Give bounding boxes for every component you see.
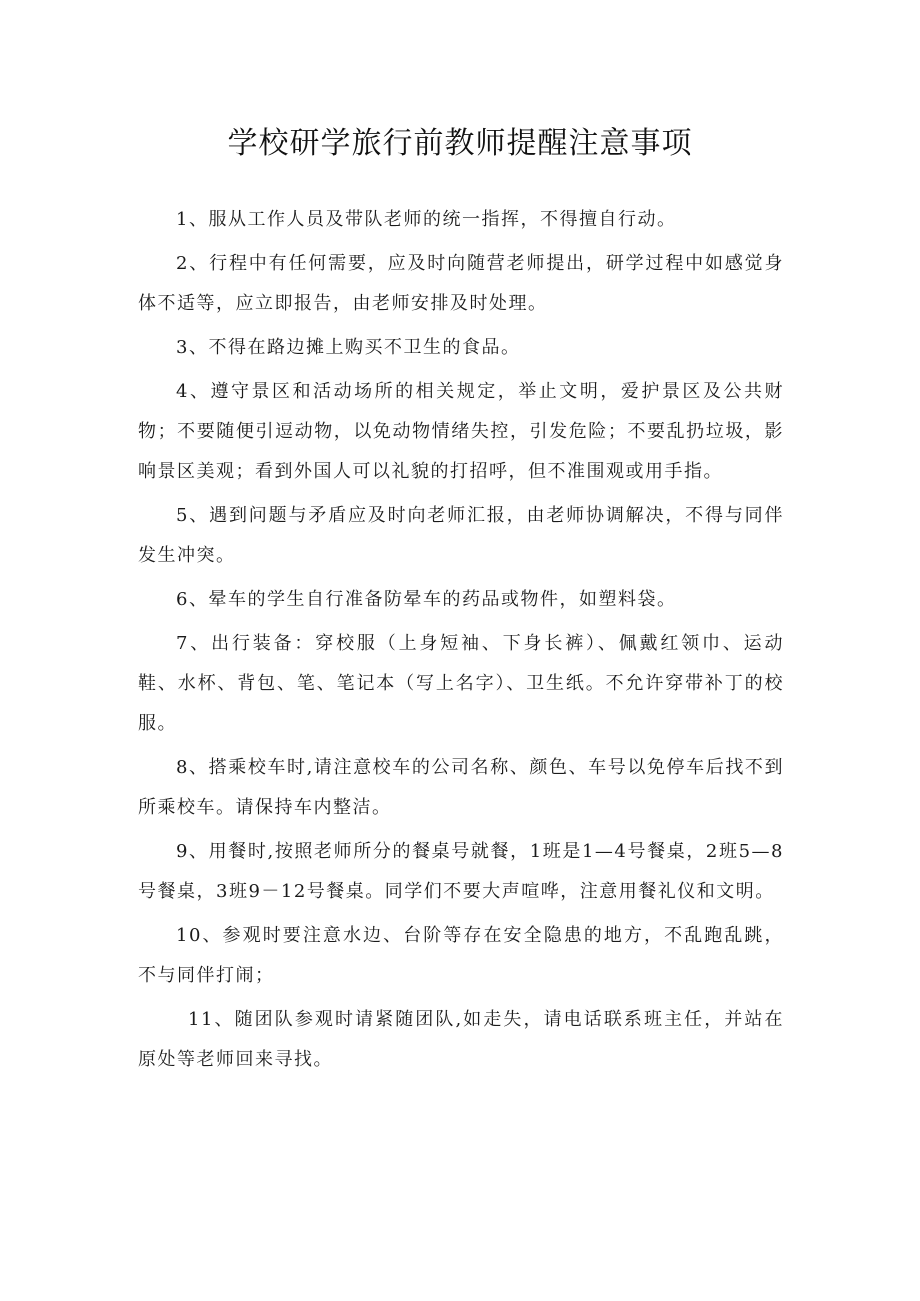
- list-item-3: 3、不得在路边摊上购买不卫生的食品。: [176, 337, 521, 358]
- list-item-6: 6、晕车的学生自行准备防晕车的药品或物件，如塑料袋。: [176, 589, 677, 610]
- document-title: 学校研学旅行前教师提醒注意事项: [227, 126, 693, 161]
- list-item-1: 1、服从工作人员及带队老师的统一指挥，不得擅自行动。: [176, 209, 677, 230]
- list-item-7: 7、出行装备：穿校服（上身短袖、下身长裤）、佩戴红领巾、运动鞋、水杯、背包、笔、笔记本（写上名字）、卫生纸。不允许穿带补丁的校服。: [138, 633, 784, 734]
- document-body: [138, 200, 784, 1084]
- list-item-5: 5、遇到问题与矛盾应及时向老师汇报，由老师协调解决，不得与同伴发生冲突。: [138, 505, 784, 566]
- list-item-10: 10、参观时要注意水边、台阶等存在安全隐患的地方，不乱跑乱跳，不与同伴打闹；: [138, 925, 784, 986]
- list-item-8: 8、搭乘校车时,请注意校车的公司名称、颜色、车号以免停车后找不到所乘校车。请保持车内整洁。: [138, 757, 784, 818]
- list-item-2: 2、行程中有任何需要，应及时向随营老师提出，研学过程中如感觉身体不适等，应立即报告，由老师安排及时处理。: [138, 253, 784, 314]
- list-item-11: 11、随团队参观时请紧随团队,如走失，请电话联系班主任，并站在原处等老师回来寻找。: [138, 1009, 784, 1070]
- list-item-9: 9、用餐时,按照老师所分的餐桌号就餐，1班是1—4号餐桌，2班5—8号餐桌，3班9－12号餐桌。同学们不要大声喧哗，注意用餐礼仪和文明。: [138, 841, 784, 902]
- list-item-4: 4、遵守景区和活动场所的相关规定，举止文明，爱护景区及公共财物；不要随便引逗动物，以免动物情绪失控，引发危险；不要乱扔垃圾，影响景区美观；看到外国人可以礼貌的打招呼，但不准围观或用手指。: [138, 381, 784, 482]
